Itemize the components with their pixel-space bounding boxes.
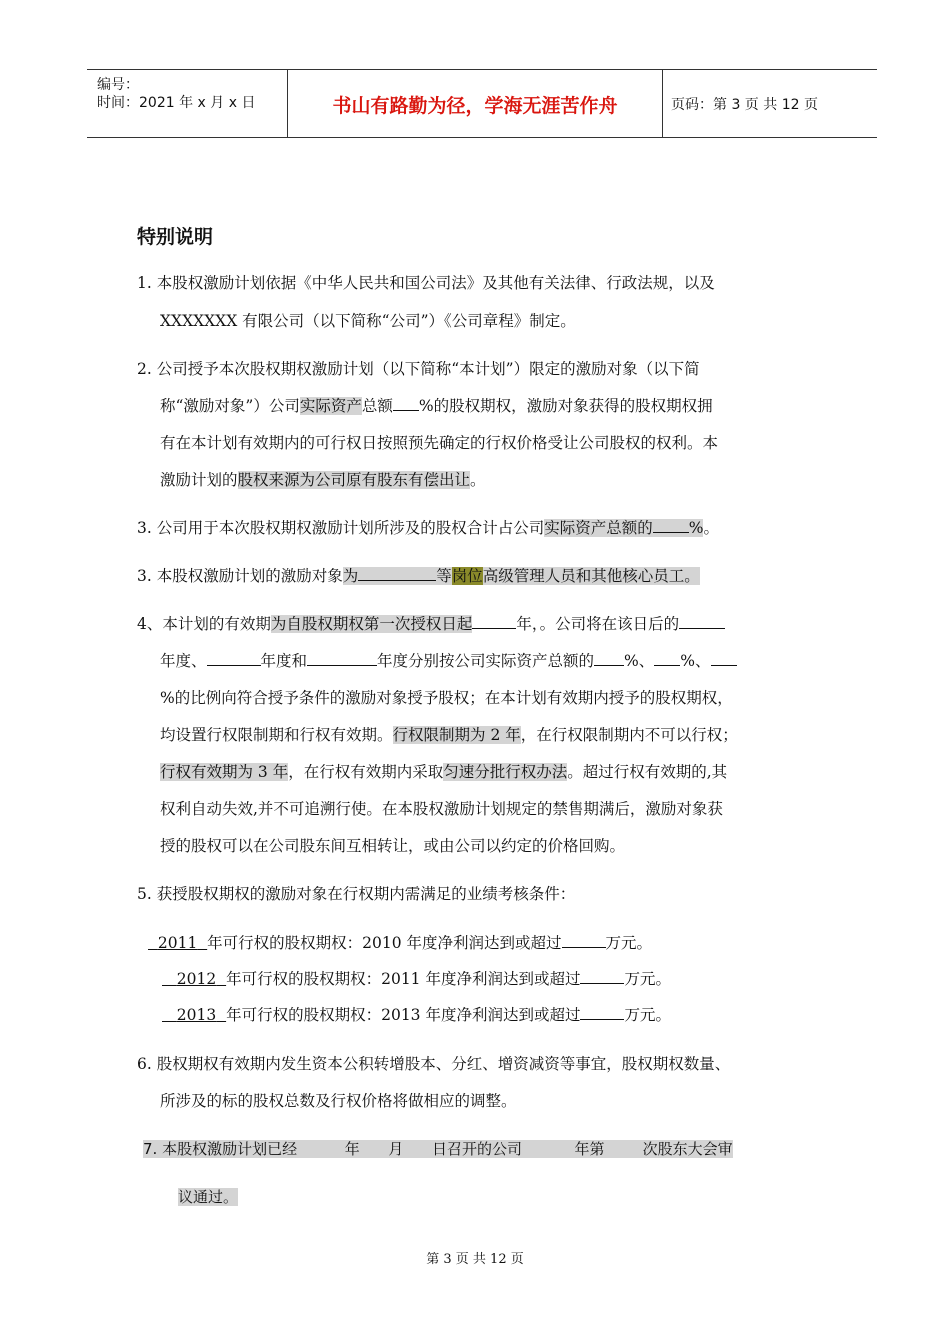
item-4-line-3: %的比例向符合授予条件的激励对象授予股权；在本计划有效期内授予的股权期权， xyxy=(160,689,733,707)
blank[interactable] xyxy=(580,969,624,984)
condition-row: 2011 年可行权的股权期权：2010 年度净利润达到或超过 万元。 xyxy=(157,934,653,952)
blank[interactable] xyxy=(358,566,436,581)
item-2-line-4: 激励计划的股权来源为公司原有股东有偿出让。 xyxy=(160,471,486,489)
item-4-line-4: 均设置行权限制期和行权有效期。行权限制期为 2 年，在行权限制期内不可以行权； xyxy=(160,726,738,744)
item-2-line-3: 有在本计划有效期内的可行权日按照预先确定的行权价格受让公司股权的权利。本 xyxy=(160,434,719,452)
item-4-line-2: 年度、 年度和 年度分别按公司实际资产总额的 %、 %、 xyxy=(160,650,737,672)
blank[interactable] xyxy=(307,651,377,666)
item-4-line-1: 4、本计划的有效期为自股权期权第一次授权日起 年，。公司将在该日后的 xyxy=(137,613,725,635)
item-1-line-2: XXXXXXX 有限公司（以下简称“公司”）《公司章程》制定。 xyxy=(160,312,576,330)
blank[interactable] xyxy=(472,614,516,629)
condition-row: 2013 年可行权的股权期权：2013 年度净利润达到或超过 万元。 xyxy=(176,1006,671,1024)
page-label: 页码：第 3 页 共 12 页 xyxy=(671,97,818,113)
condition-row: 2012 年可行权的股权期权：2011 年度净利润达到或超过 万元。 xyxy=(176,970,671,988)
header-page-cell xyxy=(663,70,877,137)
header-meta-cell xyxy=(87,70,287,137)
section-title: 特别说明 xyxy=(137,226,214,248)
item-1-line-1: 1. 本股权激励计划依据《中华人民共和国公司法》及其他有关法律、行政法规，以及 xyxy=(137,274,715,292)
blank[interactable] xyxy=(594,651,624,666)
item-5-line-1: 5. 获授股权期权的激励对象在行权期内需满足的业绩考核条件： xyxy=(137,885,576,903)
blank[interactable] xyxy=(393,396,419,411)
blank[interactable] xyxy=(679,614,725,629)
item-2-line-1: 2. 公司授予本次股权期权激励计划（以下简称“本计划”）限定的激励对象（以下简 xyxy=(137,360,700,378)
blank[interactable] xyxy=(580,1005,624,1020)
blank[interactable] xyxy=(562,933,606,948)
motto: 书山有路勤为径，学海无涯苦作舟 xyxy=(332,95,618,117)
blank[interactable] xyxy=(207,651,261,666)
item-4-line-5: 行权有效期为 3 年，在行权有效期内采取匀速分批行权办法。超过行权有效期的,其 xyxy=(160,763,728,781)
item-7-line-1: 7. 本股权激励计划已经 年 月 日召开的公司 年第 次股东大会审 xyxy=(143,1140,733,1158)
item-6-line-1: 6. 股权期权有效期内发生资本公积转增股本、分红、增资减资等事宜，股权期权数量、 xyxy=(137,1055,731,1073)
blank[interactable] xyxy=(711,651,737,666)
item-4-line-6: 权利自动失效,并不可追溯行使。在本股权激励计划规定的禁售期满后，激励对象获 xyxy=(160,800,723,818)
time-label: 时间：2021 年 x 月 x 日 xyxy=(97,95,256,111)
blank[interactable] xyxy=(653,518,689,533)
page-header xyxy=(87,69,877,138)
page-footer: 第 3 页 共 12 页 xyxy=(426,1252,524,1267)
blank[interactable] xyxy=(654,651,680,666)
item-3b-line: 3. 本股权激励计划的激励对象为 等岗位高级管理人员和其他核心员工。 xyxy=(137,567,700,585)
item-7-line-2: 议通过。 xyxy=(178,1188,239,1206)
number-label: 编号： xyxy=(97,77,139,93)
header-motto-cell xyxy=(287,70,663,137)
item-3-line: 3. 公司用于本次股权期权激励计划所涉及的股权合计占公司实际资产总额的 %。 xyxy=(137,519,719,537)
item-2-line-2: 称“激励对象”）公司实际资产总额 %的股权期权，激励对象获得的股权期权拥 xyxy=(160,397,713,415)
item-6-line-2: 所涉及的标的股权总数及行权价格将做相应的调整。 xyxy=(160,1092,517,1110)
item-4-line-7: 授的股权可以在公司股东间互相转让，或由公司以约定的价格回购。 xyxy=(160,837,626,855)
